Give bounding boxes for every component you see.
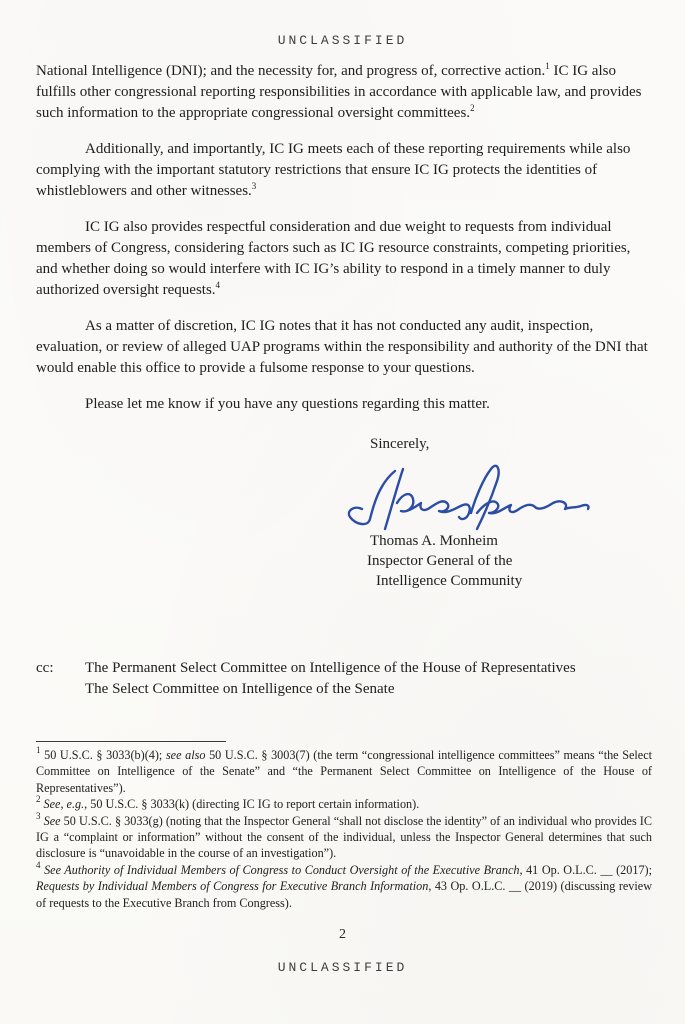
paragraph: Additionally, and importantly, IC IG meets each of these reporting requirements while also complying with the important statutory restrictions that ensure IC IG protects the identities of whistleblowers and other witnesses.$^3$ [36, 141, 631, 199]
cc-item: The Select Committee on Intelligence of the Senate [85, 681, 395, 697]
footnote-separator [36, 741, 226, 742]
footnotes-section [36, 741, 652, 911]
paragraph: IC IG also provides respectful consideration and due weight to requests from individual members of Congress, considering factors such as IC IG resource constraints, competing priorities, and whether doing so would interfere with IC IG’s ability to respond in a timely manner to duly authorized oversight requests.$^4$ [36, 219, 631, 298]
signatory-name: Thomas A. Monheim [370, 533, 498, 549]
paragraph: Please let me know if you have any questions regarding this matter. [85, 396, 490, 412]
cc-block [36, 658, 649, 700]
cc-label: cc: [36, 660, 54, 676]
signatory-title-line2: Intelligence Community [376, 573, 523, 589]
paragraph: As a matter of discretion, IC IG notes that it has not conducted any audit, inspection, evaluation, or review of alleged UAP programs within the responsibility and authority of the DNI that would enable this office to provide a fulsome response to your questions. [36, 318, 648, 376]
footnote-3: $^3$ See 50 U.S.C. § 3033(g) (noting that the Inspector General “shall not disclose the identity” of an individual who provides IC IG a “complaint or information” without the consent of the individual, unless the Inspector General determines that such disclosure is “unavoidable in the course of an investigation”). [36, 810, 652, 861]
letter-body [36, 61, 649, 700]
signature-ink-area [370, 463, 630, 531]
signature-block [367, 434, 649, 591]
footnote-1: $^1$ 50 U.S.C. § 3033(b)(4); see also 50 U.S.C. § 3003(7) (the term “congressional intelligence committees” means “the Select Committee on Intelligence of the Senate” and “the Permanent Select Committee on Intelligence of the House of Representatives”). [36, 745, 652, 795]
signatory-title-line1: Inspector General of the [367, 553, 513, 569]
footnote-4: $^4$ See Authority of Individual Members of Congress to Conduct Oversight of the Executive Branch, 41 Op. O.L.C. __ (2017); Requests by Individual Members of Congress for Executive Branch Information, 43 Op. O.L.C. __ (2019) (discussing review of requests to the Executive Branch from Congress). [36, 859, 653, 910]
classification-header: UNCLASSIFIED [277, 33, 408, 48]
cc-items [85, 658, 576, 700]
handwritten-signature-icon [340, 461, 600, 537]
footnote-2: $^2$ See, e.g., 50 U.S.C. § 3033(k) (directing IC IG to report certain information). [36, 794, 420, 812]
closing-salutation: Sincerely, [370, 436, 430, 452]
paragraph: National Intelligence (DNI); and the necessity for, and progress of, corrective action.$^1$ IC IG also fulfills other congressional reporting responsibilities in accordance with applicable law, and provides such information to the appropriate congressional oversight committees.$^2$ [36, 61, 642, 121]
page-number: 2 [339, 927, 346, 942]
classification-footer: UNCLASSIFIED [277, 960, 408, 975]
cc-item: The Permanent Select Committee on Intelligence of the House of Representatives [85, 660, 576, 676]
